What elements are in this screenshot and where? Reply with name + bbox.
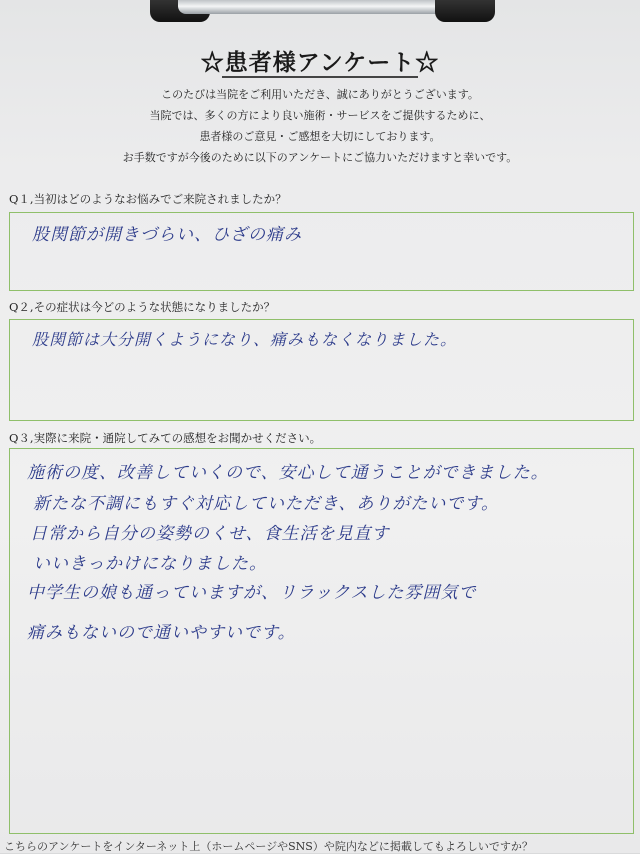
answer-3-line: いいきっかけになりました。 xyxy=(33,554,267,574)
intro-text xyxy=(0,84,640,168)
clip-bar xyxy=(178,0,468,14)
answer-3-line: 中学生の娘も通っていますが、リラックスした雰囲気で xyxy=(27,583,477,603)
intro-line: このたびは当院をご利用いただき、誠にありがとうございます。 xyxy=(161,88,479,101)
answer-3-line: 施術の度、改善していくので、安心して通うことができました。 xyxy=(27,463,549,483)
answer-3-line: 痛みもないので通いやすいです。 xyxy=(27,623,296,643)
answer-3-line: 新たな不調にもすぐ対応していただき、ありがたいです。 xyxy=(33,494,499,514)
answer-1-text: 股関節が開きづらい、ひざの痛み xyxy=(32,225,302,245)
answer-3-line: 日常から自分の姿勢のくせ、食生活を見直す xyxy=(30,524,390,544)
question-2-label: Q２,その症状は今どのような状態になりましたか？ xyxy=(9,300,276,314)
clip-hinge-right xyxy=(435,0,495,22)
question-1-label: Q１,当初はどのようなお悩みでご来院されましたか？ xyxy=(9,192,287,206)
answer-2-text: 股関節は大分開くようになり、痛みもなくなりました。 xyxy=(32,330,458,349)
survey-title: ☆患者様アンケート☆ xyxy=(200,49,440,76)
title-underline xyxy=(222,76,418,78)
intro-line: 患者様のご意見・ご感想を大切にしております。 xyxy=(199,130,441,143)
clipboard-clip xyxy=(150,0,495,22)
intro-line: 当院では、多くの方により良い施術・サービスをご提供するために、 xyxy=(149,109,491,122)
question-3-label: Q３,実際に来院・通院してみての感想をお聞かせください。 xyxy=(9,431,322,445)
footer-question: こちらのアンケートをインターネット上（ホームページやSNS）や院内などに掲載してもよろしいですか？ xyxy=(4,840,533,853)
intro-line: お手数ですが今後のために以下のアンケートにご協力いただけますと幸いです。 xyxy=(122,151,518,164)
